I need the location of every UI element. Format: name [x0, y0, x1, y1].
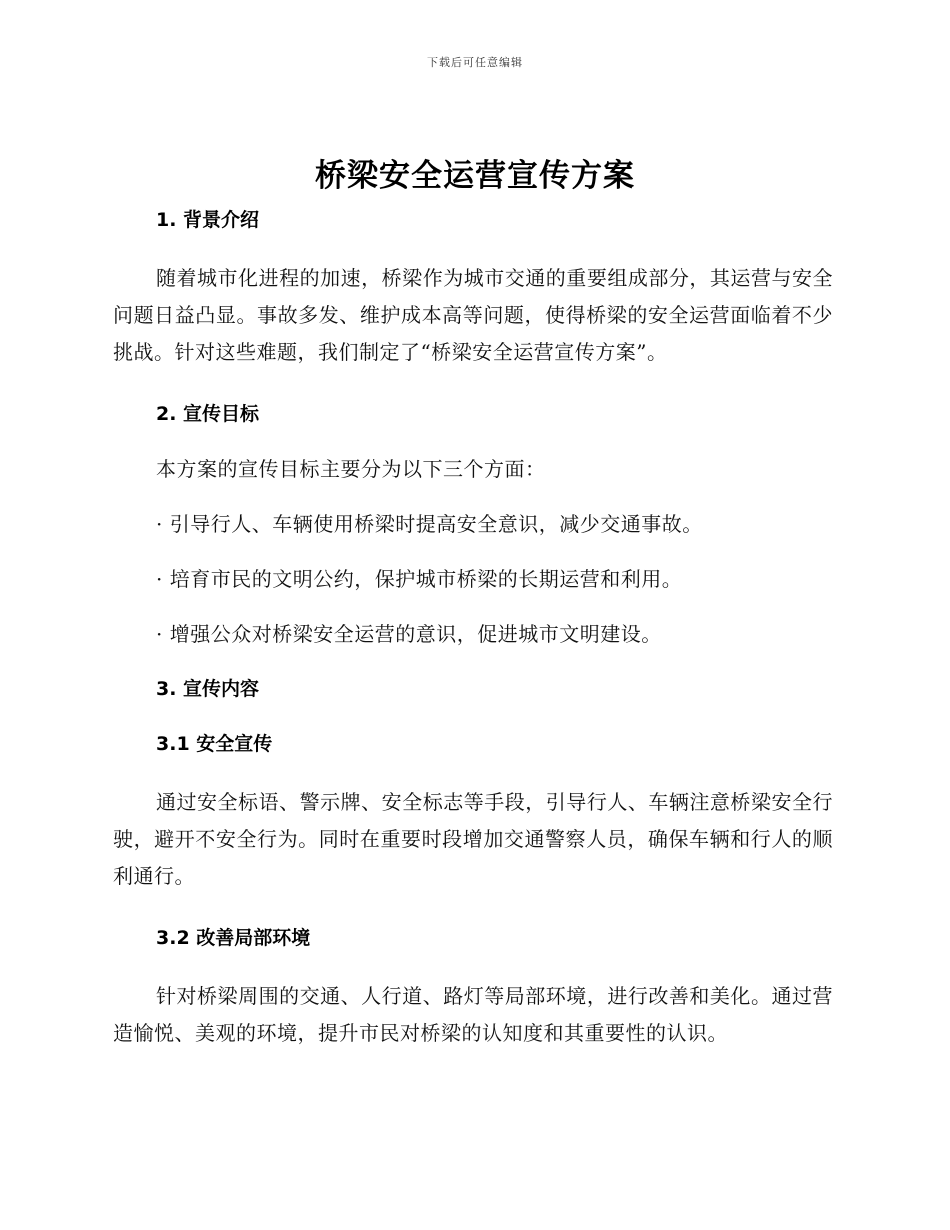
list-item-goal-2: · 培育市民的文明公约，保护城市桥梁的长期运营和利用。	[156, 567, 683, 591]
paragraph-safety: 通过安全标语、警示牌、安全标志等手段，引导行人、车辆注意桥梁安全行驶，避开不安全行为。同时在重要时段增加交通警察人员，确保车辆和行人的顺利通行。	[113, 790, 833, 888]
list-item-goal-1: · 引导行人、车辆使用桥梁时提高安全意识，减少交通事故。	[156, 512, 703, 536]
section-heading-goals: 2. 宣传目标	[156, 403, 260, 425]
subsection-heading-safety: 3.1 安全宣传	[156, 733, 273, 755]
paragraph-goals-intro: 本方案的宣传目标主要分为以下三个方面：	[156, 457, 546, 481]
document-title: 桥梁安全运营宣传方案	[315, 158, 635, 194]
subsection-heading-environment: 3.2 改善局部环境	[156, 927, 311, 949]
section-heading-background: 1. 背景介绍	[156, 209, 260, 231]
header-note: 下载后可任意编辑	[427, 56, 523, 69]
list-item-goal-3: · 增强公众对桥梁安全运营的意识，促进城市文明建设。	[156, 622, 662, 646]
paragraph-environment: 针对桥梁周围的交通、人行道、路灯等局部环境，进行改善和美化。通过营造愉悦、美观的环境，提升市民对桥梁的认知度和其重要性的认识。	[113, 984, 833, 1045]
paragraph-background: 随着城市化进程的加速，桥梁作为城市交通的重要组成部分，其运营与安全问题日益凸显。事故多发、维护成本高等问题，使得桥梁的安全运营面临着不少挑战。针对这些难题，我们制定了“桥梁安全运营宣传方案”。	[113, 266, 833, 364]
document-body	[113, 205, 833, 1052]
section-heading-content: 3. 宣传内容	[156, 678, 260, 700]
